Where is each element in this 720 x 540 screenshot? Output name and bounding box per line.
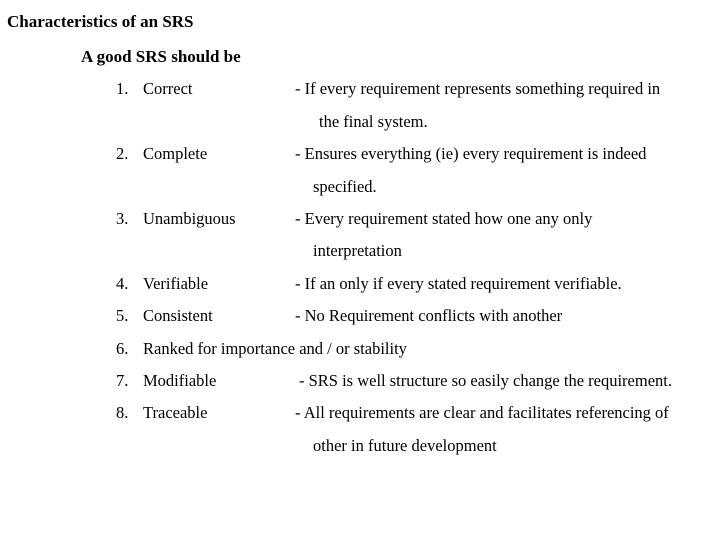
item-description: - All requirements are clear and facilitates referencing of xyxy=(295,403,669,422)
item-description-continued: the final system. xyxy=(319,112,428,131)
item-label-consistent: Consistent xyxy=(143,306,213,325)
item-label-unambiguous: Unambiguous xyxy=(143,209,236,228)
item-number: 1. xyxy=(116,79,129,98)
item-description-continued: other in future development xyxy=(313,436,497,455)
item-number: 4. xyxy=(116,274,129,293)
item-description: - Ensures everything (ie) every requirement is indeed xyxy=(295,144,647,163)
item-description-continued: specified. xyxy=(313,177,377,196)
item-number: 2. xyxy=(116,144,129,163)
item-label-complete: Complete xyxy=(143,144,208,163)
item-description: - If every requirement represents something required in xyxy=(295,79,661,98)
item-description: - If an only if every stated requirement verifiable. xyxy=(295,274,622,293)
item-label-modifiable: Modifiable xyxy=(143,371,217,390)
item-number: 7. xyxy=(116,371,129,390)
item-label-verifiable: Verifiable xyxy=(143,274,209,293)
item-description: - Every requirement stated how one any only xyxy=(295,209,593,228)
item-description-continued: interpretation xyxy=(313,241,402,260)
item-number: 6. xyxy=(116,339,129,358)
item-number: 8. xyxy=(116,403,129,422)
slide-subtitle: A good SRS should be xyxy=(81,47,241,66)
item-number: 5. xyxy=(116,306,129,325)
item-number: 3. xyxy=(116,209,129,228)
item-label-traceable: Traceable xyxy=(143,403,208,422)
item-description: - SRS is well structure so easily change the requirement. xyxy=(299,371,672,390)
item-label-correct: Correct xyxy=(143,79,193,98)
slide-title: Characteristics of an SRS xyxy=(7,12,194,31)
item-description: - No Requirement conflicts with another xyxy=(295,306,563,325)
item-label-ranked: Ranked for importance and / or stability xyxy=(143,339,407,358)
